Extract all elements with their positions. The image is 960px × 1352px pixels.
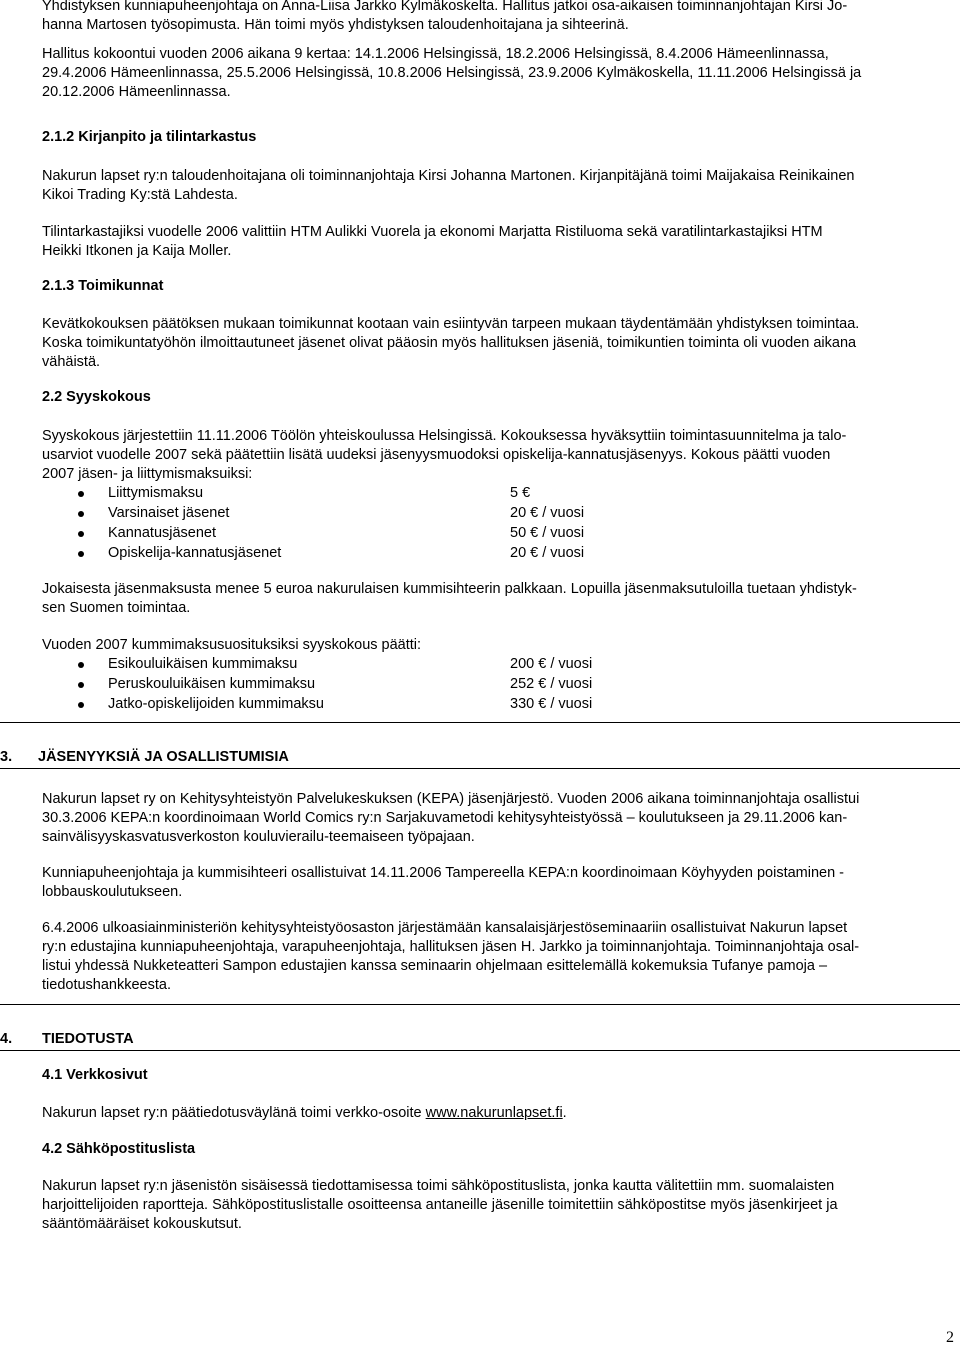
fees-list	[42, 484, 742, 564]
section-3-title: JÄSENYYKSIÄ JA OSALLISTUMISIA	[38, 749, 289, 765]
autumn-meeting-line-2: usarviot vuodelle 2007 sekä päätettiin lisätä uudeksi jäsenyysmuodoksi opiskelija-kannatusjäsenyys. Kokous päätti vuoden	[42, 447, 831, 463]
fee-value: 20 € / vuosi	[510, 505, 585, 521]
accounting-line-2: Kikoi Trading Ky:stä Lahdesta.	[42, 187, 238, 203]
list-item	[42, 695, 742, 715]
kepa-line-3: sainvälisyyskasvatusverkoston kouluvierailu-teemaiseen työpajaan.	[42, 829, 475, 845]
mailing-list-line-2: harjoittelijoiden raportteja. Sähköpostituslistalle osoitteensa antaneille jäsenille toimitettiin sähköpostitse myös jäsenkirjeet ja	[42, 1197, 838, 1213]
section-4-title: TIEDOTUSTA	[42, 1031, 134, 1047]
list-item	[42, 484, 742, 504]
bullet-icon	[78, 662, 84, 668]
fee-value: 50 € / vuosi	[510, 525, 585, 541]
section-underline	[0, 768, 960, 769]
fee-label: Liittymismaksu	[108, 485, 204, 501]
seminar-line-4: tiedotushankkeesta.	[42, 977, 171, 993]
committees-line-3: vähäistä.	[42, 354, 101, 370]
list-item	[42, 524, 742, 544]
seminar-line-3: listui yhdessä Nukketeatteri Sampon edustajien kanssa seminaarin ohjelmaan esittelemällä kokemuksia Tufanye pamoja –	[42, 958, 828, 974]
heading-4-1: 4.1 Verkkosivut	[42, 1067, 148, 1083]
page-number: 2	[946, 1329, 954, 1346]
mailing-list-line-1: Nakurun lapset ry:n jäsenistön sisäisessä tiedottamisessa toimi sähköpostituslista, jonka kautta välitettiin mm. suomalaisten	[42, 1178, 835, 1194]
intro-line-1: Yhdistyksen kunniapuheenjohtaja on Anna-Liisa Jarkko Kylmäkoskelta. Hallitus jatkoi osa-aikaisen toiminnanjohtajan Kirsi Jo-	[42, 0, 848, 14]
lobby-line-2: lobbauskoulutukseen.	[42, 884, 183, 900]
section-divider	[0, 1004, 960, 1005]
auditors-line-1: Tilintarkastajiksi vuodelle 2006 valittiin HTM Aulikki Vuorela ja ekonomi Marjatta Ristiluoma sekä varatilintarkastajiksi HTM	[42, 224, 823, 240]
sponsor-list	[42, 655, 742, 715]
section-underline	[0, 1050, 960, 1051]
heading-4-2: 4.2 Sähköpostituslista	[42, 1141, 196, 1157]
committees-line-1: Kevätkokouksen päätöksen mukaan toimikunnat kootaan vain esiintyvän tarpeen mukaan täydentämään yhdistyksen toimintaa.	[42, 316, 860, 332]
section-divider	[0, 722, 960, 723]
mailing-list-line-3: sääntömääräiset kokouskutsut.	[42, 1216, 242, 1232]
membership-fee-line-2: sen Suomen toimintaa.	[42, 600, 191, 616]
sponsor-value: 330 € / vuosi	[510, 696, 593, 712]
section-4-number: 4.	[0, 1031, 13, 1047]
intro-line-2: hanna Martosen työsopimusta. Hän toimi myös yhdistyksen taloudenhoitajana ja sihteerinä.	[42, 17, 629, 33]
sponsor-value: 252 € / vuosi	[510, 676, 593, 692]
website-link[interactable]: www.nakurunlapset.fi	[425, 1105, 563, 1121]
auditors-line-2: Heikki Itkonen ja Kaija Moller.	[42, 243, 232, 259]
sponsor-label: Jatko-opiskelijoiden kummimaksu	[108, 696, 324, 712]
autumn-meeting-line-3: 2007 jäsen- ja liittymismaksuiksi:	[42, 466, 253, 482]
fee-value: 5 €	[510, 485, 531, 501]
website-line	[42, 1104, 944, 1123]
lobby-line-1: Kunniapuheenjohtaja ja kummisihteeri osallistuivat 14.11.2006 Tampereella KEPA:n koordinoimaan Köyhyyden poistaminen -	[42, 865, 845, 881]
kepa-line-1: Nakurun lapset ry on Kehitysyhteistyön Palvelukeskuksen (KEPA) jäsenjärjestö. Vuoden 2006 aikana toiminnanjohtaja osallistui	[42, 791, 860, 807]
kepa-line-2: 30.3.2006 KEPA:n koordinoimaan World Comics ry:n Sarjakuvametodi kehitysyhteistyössä – koulutukseen ja 29.11.2006 kan-	[42, 810, 848, 826]
list-item	[42, 544, 742, 564]
list-item	[42, 504, 742, 524]
meetings-line-3: 20.12.2006 Hämeenlinnassa.	[42, 84, 231, 100]
bullet-icon	[78, 511, 84, 517]
meetings-line-1: Hallitus kokoontui vuoden 2006 aikana 9 kertaa: 14.1.2006 Helsingissä, 18.2.2006 Helsingissä, 8.4.2006 Hämeenlinnassa,	[42, 46, 829, 62]
sponsor-label: Peruskouluikäisen kummimaksu	[108, 676, 316, 692]
list-item	[42, 675, 742, 695]
bullet-icon	[78, 702, 84, 708]
list-item	[42, 655, 742, 675]
fee-label: Opiskelija-kannatusjäsenet	[108, 545, 282, 561]
membership-fee-line-1: Jokaisesta jäsenmaksusta menee 5 euroa nakurulaisen kummisihteerin palkkaan. Lopuilla jäsenmaksutuloilla tuetaan yhdistyk-	[42, 581, 857, 597]
website-text: Nakurun lapset ry:n päätiedotusväylänä toimi verkko-osoite	[42, 1105, 426, 1121]
fee-label: Varsinaiset jäsenet	[108, 505, 230, 521]
section-3-number: 3.	[0, 749, 13, 765]
fee-label: Kannatusjäsenet	[108, 525, 217, 541]
autumn-meeting-line-1: Syyskokous järjestettiin 11.11.2006 Töölön yhteiskoulussa Helsingissä. Kokouksessa hyväksyttiin toimintasuunnitelma ja talo-	[42, 428, 847, 444]
heading-2-2: 2.2 Syyskokous	[42, 389, 151, 405]
seminar-line-1: 6.4.2006 ulkoasiainministeriön kehitysyhteistyöosaston järjestämään kansalaisjärjestöseminaariin osallistuivat Nakurun lapset	[42, 920, 848, 936]
sponsor-intro: Vuoden 2007 kummimaksusuosituksiksi syyskokous päätti:	[42, 637, 422, 653]
bullet-icon	[78, 551, 84, 557]
website-suffix: .	[562, 1105, 567, 1121]
sponsor-label: Esikouluikäisen kummimaksu	[108, 656, 298, 672]
bullet-icon	[78, 682, 84, 688]
sponsor-value: 200 € / vuosi	[510, 656, 593, 672]
heading-2-1-2: 2.1.2 Kirjanpito ja tilintarkastus	[42, 129, 257, 145]
bullet-icon	[78, 531, 84, 537]
meetings-line-2: 29.4.2006 Hämeenlinnassa, 25.5.2006 Helsingissä, 10.8.2006 Helsingissä, 23.9.2006 Kylmäkoskella, 11.11.2006 Helsingissä ja	[42, 65, 862, 81]
fee-value: 20 € / vuosi	[510, 545, 585, 561]
bullet-icon	[78, 491, 84, 497]
committees-line-2: Koska toimikuntatyöhön ilmoittautuneet jäsenet olivat pääosin myös hallituksen jäseniä, toimikuntien toiminta oli vuoden aikana	[42, 335, 857, 351]
heading-2-1-3: 2.1.3 Toimikunnat	[42, 278, 164, 294]
accounting-line-1: Nakurun lapset ry:n taloudenhoitajana oli toiminnanjohtaja Kirsi Johanna Martonen. Kirjanpitäjänä toimi Maijakaisa Reinikainen	[42, 168, 855, 184]
seminar-line-2: ry:n edustajina kunniapuheenjohtaja, varapuheenjohtaja, hallituksen jäsen H. Jarkko ja toiminnanjohtaja. Toiminnanjohtaja osal-	[42, 939, 860, 955]
